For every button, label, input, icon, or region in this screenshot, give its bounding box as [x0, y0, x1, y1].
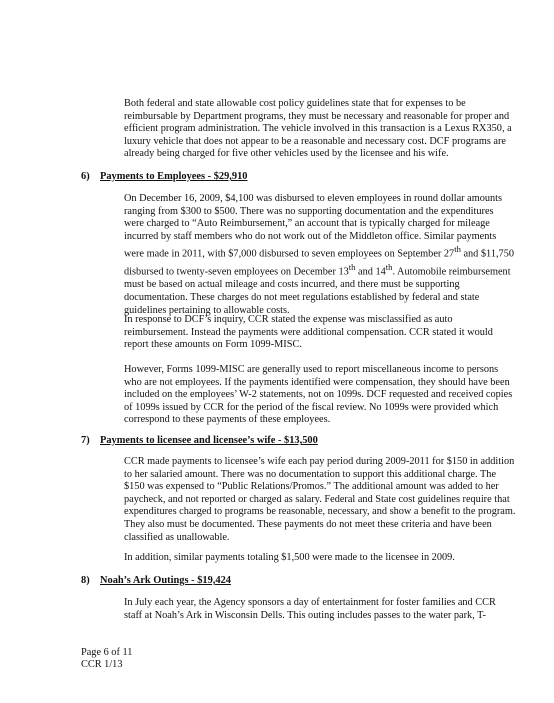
- superscript: th: [348, 262, 356, 273]
- section-number: 6): [81, 171, 90, 182]
- section-6-paragraph-3: However, Forms 1099-MISC are generally used to report miscellaneous income to persons who are not employees. If the payments identified were compensation, they should have been included on the employees’ W-2 statements, not on 1099s. DCF requested and received copies of 1099s issued by CCR for the period of the fiscal review. No 1099s were provided which correspond to these payments of these employees.: [124, 364, 513, 426]
- section-title: Noah’s Ark Outings - $19,424: [100, 575, 231, 586]
- superscript: th: [454, 244, 461, 255]
- text-run: . Automobile reimbursement must be based on actual mileage and costs incurred, and there must be supporting documentation. These charges do not meet regulations established by federal and state guidelines pertaining to allowable costs.: [124, 266, 511, 316]
- superscript: th: [385, 262, 393, 273]
- text-run: and 14: [355, 266, 386, 278]
- page-number: Page 6 of 11: [81, 647, 133, 658]
- section-number: 8): [81, 575, 90, 586]
- section-number: 7): [81, 435, 90, 446]
- section-7-heading: [81, 434, 318, 447]
- page-footer: [81, 647, 132, 671]
- section-6-heading: [81, 170, 247, 183]
- section-7-paragraph-2: In addition, similar payments totaling $1,500 were made to the licensee in 2009.: [124, 552, 455, 563]
- section-title: Payments to licensee and licensee’s wife - $13,500: [100, 435, 318, 446]
- section-6-paragraph-2: In response to DCF’s inquiry, CCR stated the expense was misclassified as auto reimbursement. Instead the payments were additional compensation. CCR stated it would report these amounts on Form 1099-MISC.: [124, 314, 493, 351]
- section-8-paragraph-1: In July each year, the Agency sponsors a day of entertainment for foster families and CCR staff at Noah’s Ark in Wisconsin Dells. This outing includes passes to the water park, T-: [124, 597, 496, 621]
- text-run: On December 16, 2009, $4,100 was disbursed to eleven employees in round dollar amounts ranging from $300 to $500. There was no supporting documentation and the expenditures were charged to “Auto Reimbursement,” an account that is typically charged for mileage incurred by staff members who do not work out of the Middleton office. Similar payments were made in 2011, with $7,000 disbursed to seven employees on September 27: [124, 193, 503, 260]
- section-6-paragraph-1: [124, 193, 516, 317]
- text-run: and $11,750 disbursed to twenty-seven employees on December 13: [124, 248, 514, 278]
- section-title: Payments to Employees - $29,910: [100, 171, 248, 182]
- document-code: CCR 1/13: [81, 659, 123, 671]
- paragraph-allowable-cost: Both federal and state allowable cost policy guidelines state that for expenses to be reimbursable by Department programs, they must be necessary and reasonable for proper and efficient program administration. The vehicle involved in this transaction is a Lexus RX350, a luxury vehicle that does not appear to be a reasonable and necessary cost. DCF programs are already being charged for five other vehicles used by the licensee and his wife.: [124, 98, 512, 160]
- section-7-paragraph-1: CCR made payments to licensee’s wife each pay period during 2009-2011 for $150 in addition to her salaried amount. There was no documentation to support this additional charge. The $150 was expensed to “Public Relations/Promos.” The additional amount was added to her paycheck, and not reported or charged as salary. Federal and State cost guidelines require that expenditures charged to programs be reasonable, necessary, and show a benefit to the program. They also must be documented. These payments do not meet these criteria and have been classified as unallowable.: [124, 456, 516, 543]
- section-8-heading: [81, 574, 231, 587]
